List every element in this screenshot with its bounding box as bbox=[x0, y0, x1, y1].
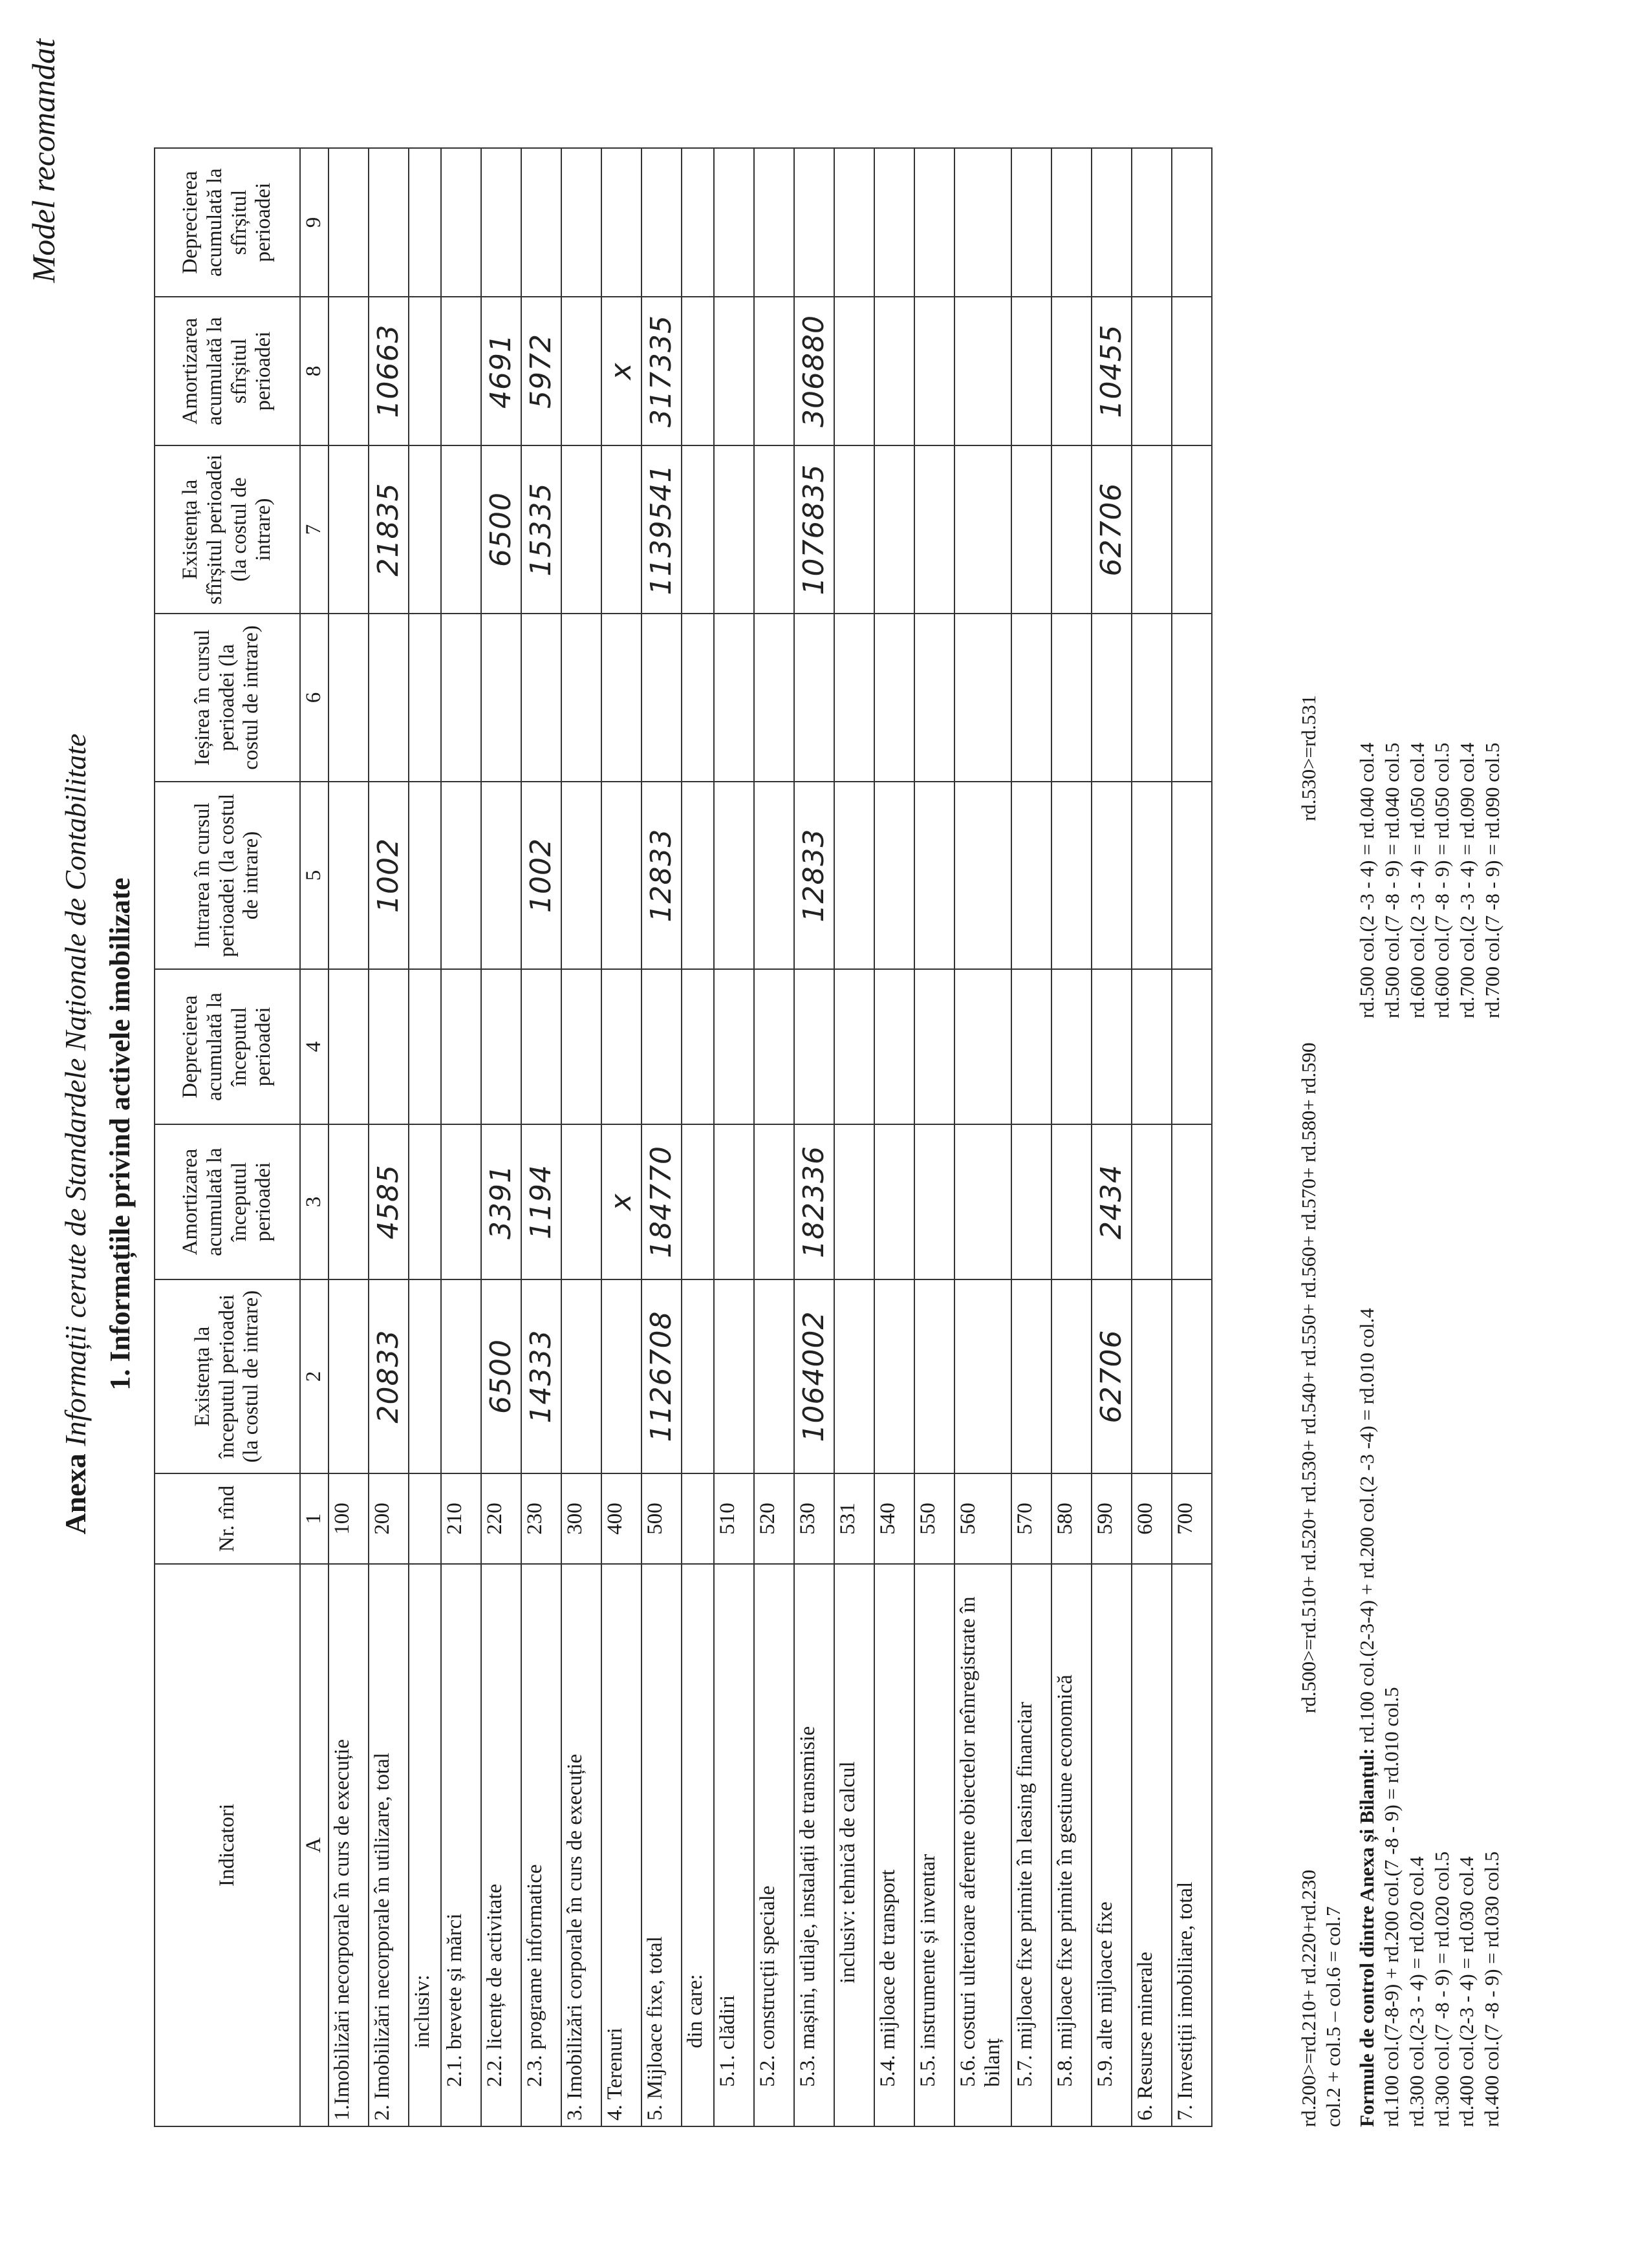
value-cell-c5 bbox=[914, 782, 954, 969]
value-cell-c4 bbox=[1092, 969, 1132, 1124]
value-cell-c3 bbox=[329, 1124, 369, 1279]
value-cell-c7 bbox=[561, 445, 601, 614]
header-row bbox=[155, 148, 300, 2126]
row-number: 560 bbox=[954, 1473, 1011, 1564]
row-number: 200 bbox=[369, 1473, 409, 1564]
value-cell-c5 bbox=[682, 782, 714, 969]
col-header-6: Ieșirea în cursul perioadei (la costul de intrare) bbox=[155, 614, 300, 782]
value-cell-c5 bbox=[561, 782, 601, 969]
value-cell-c3: 182336 bbox=[794, 1124, 834, 1279]
value-cell-c3: 1194 bbox=[521, 1124, 561, 1279]
value-cell-c6 bbox=[601, 614, 641, 782]
value-cell-c3 bbox=[834, 1124, 874, 1279]
value-cell-c7: 6500 bbox=[481, 445, 521, 614]
col-code-5: 5 bbox=[300, 782, 329, 969]
row-number bbox=[682, 1473, 714, 1564]
value-cell-c3: 4585 bbox=[369, 1124, 409, 1279]
value-cell-c9 bbox=[561, 148, 601, 297]
formulas-left bbox=[1379, 1687, 1505, 2127]
value-cell-c8 bbox=[914, 297, 954, 445]
value-cell-c8 bbox=[1172, 297, 1212, 445]
row-label: 3. Imobilizări corporale în curs de execuție bbox=[561, 1564, 601, 2126]
value-cell-c5 bbox=[1011, 782, 1051, 969]
value-cell-c4 bbox=[834, 969, 874, 1124]
value-cell-c5 bbox=[834, 782, 874, 969]
value-cell-c4 bbox=[754, 969, 794, 1124]
table-row bbox=[794, 148, 834, 2126]
value-cell-c6 bbox=[794, 614, 834, 782]
value-cell-c2 bbox=[1011, 1279, 1051, 1473]
table-row bbox=[601, 148, 641, 2126]
value-cell-c8 bbox=[1011, 297, 1051, 445]
formula-line: rd.600 col.(7 -8 - 9) = rd.050 col.5 bbox=[1430, 742, 1454, 1018]
row-label: 5.6. costuri ulterioare aferente obiectelor neînregistrate în bilanț bbox=[954, 1564, 1011, 2126]
value-cell-c2 bbox=[714, 1279, 754, 1473]
value-cell-c9 bbox=[369, 148, 409, 297]
row-number: 580 bbox=[1051, 1473, 1092, 1564]
row-label: 5.2. construcții speciale bbox=[754, 1564, 794, 2126]
annex-title bbox=[58, 0, 92, 2268]
value-cell-c6 bbox=[409, 614, 441, 782]
value-cell-c2 bbox=[601, 1279, 641, 1473]
value-cell-c3 bbox=[1051, 1124, 1092, 1279]
table-row bbox=[1051, 148, 1092, 2126]
value-cell-c4 bbox=[1172, 969, 1212, 1124]
table-row bbox=[561, 148, 601, 2126]
formulas-right bbox=[1355, 743, 1505, 1018]
value-cell-c3 bbox=[1011, 1124, 1051, 1279]
section-title: 1. Informațiile privind activele imobilizate bbox=[104, 877, 136, 1391]
value-cell-c6 bbox=[682, 614, 714, 782]
row-number: 700 bbox=[1172, 1473, 1212, 1564]
row-label: 5.9. alte mijloace fixe bbox=[1092, 1564, 1132, 2126]
value-cell-c9 bbox=[481, 148, 521, 297]
row-label: 6. Resurse minerale bbox=[1132, 1564, 1172, 2126]
row-number: 531 bbox=[834, 1473, 874, 1564]
value-cell-c2 bbox=[874, 1279, 914, 1473]
value-cell-c2 bbox=[954, 1279, 1011, 1473]
value-cell-c8 bbox=[754, 297, 794, 445]
row-number: 500 bbox=[641, 1473, 682, 1564]
value-cell-c5: 12833 bbox=[641, 782, 682, 969]
value-cell-c2 bbox=[329, 1279, 369, 1473]
row-label: 4. Terenuri bbox=[601, 1564, 641, 2126]
formula-line: rd.700 col.(2 -3 - 4) = rd.090 col.4 bbox=[1456, 742, 1478, 1018]
value-cell-c8 bbox=[714, 297, 754, 445]
value-cell-c8 bbox=[1132, 297, 1172, 445]
value-cell-c7: 15335 bbox=[521, 445, 561, 614]
table-row bbox=[1172, 148, 1212, 2126]
value-cell-c5 bbox=[1092, 782, 1132, 969]
value-cell-c7 bbox=[754, 445, 794, 614]
value-cell-c9 bbox=[329, 148, 369, 297]
value-cell-c8: 10455 bbox=[1092, 297, 1132, 445]
value-cell-c2: 62706 bbox=[1092, 1279, 1132, 1473]
value-cell-c3: 3391 bbox=[481, 1124, 521, 1279]
value-cell-c5 bbox=[754, 782, 794, 969]
col-code-8: 8 bbox=[300, 297, 329, 445]
value-cell-c9 bbox=[794, 148, 834, 297]
value-cell-c2 bbox=[409, 1279, 441, 1473]
value-cell-c7: 1076835 bbox=[794, 445, 834, 614]
value-cell-c3 bbox=[754, 1124, 794, 1279]
value-cell-c7 bbox=[409, 445, 441, 614]
value-cell-c4 bbox=[561, 969, 601, 1124]
value-cell-c3 bbox=[874, 1124, 914, 1279]
value-cell-c4 bbox=[794, 969, 834, 1124]
value-cell-c5 bbox=[1051, 782, 1092, 969]
value-cell-c9 bbox=[1092, 148, 1132, 297]
value-cell-c2 bbox=[1172, 1279, 1212, 1473]
value-cell-c7 bbox=[914, 445, 954, 614]
control-formulas bbox=[1297, 123, 1535, 2127]
table-row bbox=[369, 148, 409, 2126]
col-code-4: 4 bbox=[300, 969, 329, 1124]
value-cell-c8 bbox=[561, 297, 601, 445]
value-cell-c2 bbox=[1051, 1279, 1092, 1473]
row-number: 300 bbox=[561, 1473, 601, 1564]
col-code-9: 9 bbox=[300, 148, 329, 297]
row-label: 1.Imobilizări necorporale în curs de execuție bbox=[329, 1564, 369, 2126]
value-cell-c8 bbox=[441, 297, 481, 445]
value-cell-c5 bbox=[601, 782, 641, 969]
value-cell-c8: 4691 bbox=[481, 297, 521, 445]
value-cell-c8: 317335 bbox=[641, 297, 682, 445]
value-cell-c3 bbox=[714, 1124, 754, 1279]
row-number: 600 bbox=[1132, 1473, 1172, 1564]
value-cell-c6 bbox=[481, 614, 521, 782]
value-cell-c3 bbox=[1132, 1124, 1172, 1279]
row-label: inclusiv: tehnică de calcul bbox=[834, 1564, 874, 2126]
value-cell-c3: 2434 bbox=[1092, 1124, 1132, 1279]
formula-line: rd.300 col.(7 -8 - 9) = rd.020 col.5 bbox=[1430, 1851, 1453, 2127]
value-cell-c3: 184770 bbox=[641, 1124, 682, 1279]
value-cell-c4 bbox=[601, 969, 641, 1124]
value-cell-c4 bbox=[1051, 969, 1092, 1124]
value-cell-c8: 5972 bbox=[521, 297, 561, 445]
row-label: 5.1. clădiri bbox=[714, 1564, 754, 2126]
value-cell-c4 bbox=[521, 969, 561, 1124]
value-cell-c4 bbox=[914, 969, 954, 1124]
value-cell-c7 bbox=[954, 445, 1011, 614]
value-cell-c4 bbox=[1132, 969, 1172, 1124]
col-header-2: Existența la începutul perioadei (la costul de intrare) bbox=[155, 1279, 300, 1473]
value-cell-c2: 20833 bbox=[369, 1279, 409, 1473]
value-cell-c6 bbox=[1172, 614, 1212, 782]
value-cell-c2 bbox=[682, 1279, 714, 1473]
table-row bbox=[641, 148, 682, 2126]
value-cell-c3 bbox=[1172, 1124, 1212, 1279]
table-row bbox=[714, 148, 754, 2126]
formula-530: rd.530>=rd.531 bbox=[1297, 694, 1320, 821]
annex-subtitle: Informații cerute de Standardele Naționale de Contabilitate bbox=[59, 733, 92, 1446]
value-cell-c5 bbox=[1172, 782, 1212, 969]
value-cell-c6 bbox=[1132, 614, 1172, 782]
formula-line: rd.500 col.(2 -3 - 4) = rd.040 col.4 bbox=[1355, 742, 1378, 1018]
row-number: 540 bbox=[874, 1473, 914, 1564]
value-cell-c8 bbox=[834, 297, 874, 445]
row-number: 520 bbox=[754, 1473, 794, 1564]
formula-line: rd.100 col.(7-8-9) + rd.200 col.(7 -8 - 9) = rd.010 col.5 bbox=[1380, 1687, 1403, 2127]
table-row bbox=[914, 148, 954, 2126]
value-cell-c7 bbox=[1011, 445, 1051, 614]
formula-line: rd.400 col.(7 -8 - 9) = rd.030 col.5 bbox=[1480, 1851, 1503, 2127]
value-cell-c9 bbox=[601, 148, 641, 297]
table-row bbox=[481, 148, 521, 2126]
table-row bbox=[1011, 148, 1051, 2126]
value-cell-c7 bbox=[714, 445, 754, 614]
value-cell-c4 bbox=[329, 969, 369, 1124]
value-cell-c6 bbox=[874, 614, 914, 782]
formula-200: rd.200>=rd.210+ rd.220+rd.230 bbox=[1297, 1870, 1320, 2127]
value-cell-c6 bbox=[914, 614, 954, 782]
value-cell-c4 bbox=[714, 969, 754, 1124]
value-cell-c5 bbox=[874, 782, 914, 969]
col-header-4: Deprecierea acumulată la începutul perioadei bbox=[155, 969, 300, 1124]
value-cell-c3 bbox=[954, 1124, 1011, 1279]
row-label: 5.7. mijloace fixe primite în leasing financiar bbox=[1011, 1564, 1051, 2126]
value-cell-c3: x bbox=[601, 1124, 641, 1279]
value-cell-c8: x bbox=[601, 297, 641, 445]
col-code-a: A bbox=[300, 1564, 329, 2126]
value-cell-c7: 21835 bbox=[369, 445, 409, 614]
col-code-7: 7 bbox=[300, 445, 329, 614]
table-row bbox=[409, 148, 441, 2126]
value-cell-c6 bbox=[441, 614, 481, 782]
value-cell-c4 bbox=[409, 969, 441, 1124]
table-row bbox=[1132, 148, 1172, 2126]
value-cell-c4 bbox=[441, 969, 481, 1124]
value-cell-c2 bbox=[754, 1279, 794, 1473]
table-row bbox=[521, 148, 561, 2126]
value-cell-c7 bbox=[1051, 445, 1092, 614]
value-cell-c8 bbox=[409, 297, 441, 445]
row-number: 220 bbox=[481, 1473, 521, 1564]
row-label: 5.3. mașini, utilaje, instalații de transmisie bbox=[794, 1564, 834, 2126]
value-cell-c9 bbox=[714, 148, 754, 297]
value-cell-c5 bbox=[1132, 782, 1172, 969]
value-cell-c7: 1139541 bbox=[641, 445, 682, 614]
value-cell-c2: 1064002 bbox=[794, 1279, 834, 1473]
value-cell-c4 bbox=[954, 969, 1011, 1124]
table-row bbox=[754, 148, 794, 2126]
value-cell-c5 bbox=[409, 782, 441, 969]
value-cell-c3 bbox=[682, 1124, 714, 1279]
value-cell-c9 bbox=[441, 148, 481, 297]
value-cell-c6 bbox=[1092, 614, 1132, 782]
value-cell-c5 bbox=[329, 782, 369, 969]
control-title: Formule de control dintre Anexa și Bilanțul: bbox=[1355, 1748, 1378, 2127]
value-cell-c5 bbox=[714, 782, 754, 969]
value-cell-c2 bbox=[834, 1279, 874, 1473]
value-cell-c9 bbox=[641, 148, 682, 297]
formula-line: rd.700 col.(7 -8 - 9) = rd.090 col.5 bbox=[1480, 742, 1503, 1018]
col-header-nr: Nr. rînd bbox=[155, 1473, 300, 1564]
value-cell-c7: 62706 bbox=[1092, 445, 1132, 614]
value-cell-c8 bbox=[682, 297, 714, 445]
row-label: 5.5. instrumente și inventar bbox=[914, 1564, 954, 2126]
table-row bbox=[682, 148, 714, 2126]
value-cell-c3 bbox=[914, 1124, 954, 1279]
value-cell-c7 bbox=[441, 445, 481, 614]
row-number: 230 bbox=[521, 1473, 561, 1564]
value-cell-c6 bbox=[754, 614, 794, 782]
value-cell-c8 bbox=[954, 297, 1011, 445]
col-code-6: 6 bbox=[300, 614, 329, 782]
row-label: 2.2. licențe de activitate bbox=[481, 1564, 521, 2126]
row-number bbox=[409, 1473, 441, 1564]
col-header-indicatori: Indicatori bbox=[155, 1564, 300, 2126]
value-cell-c8: 10663 bbox=[369, 297, 409, 445]
value-cell-c6 bbox=[954, 614, 1011, 782]
value-cell-c3 bbox=[561, 1124, 601, 1279]
value-cell-c9 bbox=[1051, 148, 1092, 297]
row-number: 590 bbox=[1092, 1473, 1132, 1564]
col-code-3: 3 bbox=[300, 1124, 329, 1279]
value-cell-c2: 1126708 bbox=[641, 1279, 682, 1473]
value-cell-c6 bbox=[521, 614, 561, 782]
model-note: Model recomandat bbox=[25, 39, 61, 283]
row-label: inclusiv: bbox=[409, 1564, 441, 2126]
row-number: 570 bbox=[1011, 1473, 1051, 1564]
value-cell-c9 bbox=[1011, 148, 1051, 297]
value-cell-c3 bbox=[441, 1124, 481, 1279]
annex-label: Anexa bbox=[59, 1453, 92, 1535]
value-cell-c5 bbox=[954, 782, 1011, 969]
col-header-7: Existența la sfîrșitul perioadei (la costul de intrare) bbox=[155, 445, 300, 614]
value-cell-c7 bbox=[1172, 445, 1212, 614]
col-header-8: Amortizarea acumulată la sfîrșitul perioadei bbox=[155, 297, 300, 445]
value-cell-c4 bbox=[1011, 969, 1051, 1124]
value-cell-c9 bbox=[682, 148, 714, 297]
formula-line: rd.300 col.(2-3 - 4) = rd.020 col.4 bbox=[1405, 1856, 1428, 2127]
row-label: 5.4. mijloace de transport bbox=[874, 1564, 914, 2126]
value-cell-c9 bbox=[914, 148, 954, 297]
formula-line: rd.400 col.(2-3 - 4) = rd.030 col.4 bbox=[1455, 1856, 1478, 2127]
value-cell-c9 bbox=[1172, 148, 1212, 297]
row-label: 5. Mijloace fixe, total bbox=[641, 1564, 682, 2126]
row-number: 400 bbox=[601, 1473, 641, 1564]
value-cell-c6 bbox=[1051, 614, 1092, 782]
col-header-9: Deprecierea acumulată la sfîrșitul perioadei bbox=[155, 148, 300, 297]
value-cell-c7 bbox=[874, 445, 914, 614]
value-cell-c2 bbox=[914, 1279, 954, 1473]
row-number: 530 bbox=[794, 1473, 834, 1564]
value-cell-c9 bbox=[521, 148, 561, 297]
value-cell-c4 bbox=[874, 969, 914, 1124]
value-cell-c5: 1002 bbox=[369, 782, 409, 969]
col-code-2: 2 bbox=[300, 1279, 329, 1473]
row-number: 210 bbox=[441, 1473, 481, 1564]
row-number: 550 bbox=[914, 1473, 954, 1564]
row-label: 2. Imobilizări necorporale în utilizare, total bbox=[369, 1564, 409, 2126]
col-header-5: Intrarea în cursul perioadei (la costul de intrare) bbox=[155, 782, 300, 969]
value-cell-c9 bbox=[954, 148, 1011, 297]
value-cell-c7 bbox=[682, 445, 714, 614]
value-cell-c4 bbox=[369, 969, 409, 1124]
formula-col: col.2 + col.5 – col.6 = col.7 bbox=[1322, 1906, 1344, 2127]
value-cell-c3 bbox=[409, 1124, 441, 1279]
value-cell-c7 bbox=[329, 445, 369, 614]
value-cell-c9 bbox=[1132, 148, 1172, 297]
control-first: rd.100 col.(2-3-4) + rd.200 col.(2 -3 -4) = rd.010 col.4 bbox=[1355, 1308, 1378, 1744]
table-row bbox=[954, 148, 1011, 2126]
table-row bbox=[874, 148, 914, 2126]
table-row bbox=[441, 148, 481, 2126]
code-row bbox=[300, 148, 329, 2126]
value-cell-c6 bbox=[641, 614, 682, 782]
fixed-assets-table bbox=[154, 147, 1212, 2127]
value-cell-c5: 12833 bbox=[794, 782, 834, 969]
table-row bbox=[1092, 148, 1132, 2126]
table-row bbox=[329, 148, 369, 2126]
col-header-3: Amortizarea acumulată la începutul perioadei bbox=[155, 1124, 300, 1279]
row-number: 510 bbox=[714, 1473, 754, 1564]
value-cell-c6 bbox=[329, 614, 369, 782]
value-cell-c7 bbox=[601, 445, 641, 614]
value-cell-c9 bbox=[874, 148, 914, 297]
value-cell-c8 bbox=[329, 297, 369, 445]
value-cell-c9 bbox=[834, 148, 874, 297]
value-cell-c7 bbox=[834, 445, 874, 614]
row-label: 5.8. mijloace fixe primite în gestiune economică bbox=[1051, 1564, 1092, 2126]
row-label: 2.1. brevete și mărci bbox=[441, 1564, 481, 2126]
row-number: 100 bbox=[329, 1473, 369, 1564]
row-label: 2.3. programe informatice bbox=[521, 1564, 561, 2126]
value-cell-c6 bbox=[369, 614, 409, 782]
value-cell-c8: 306880 bbox=[794, 297, 834, 445]
value-cell-c7 bbox=[1132, 445, 1172, 614]
formula-500: rd.500>=rd.510+ rd.520+ rd.530+ rd.540+ rd.550+ rd.560+ rd.570+ rd.580+ rd.590 bbox=[1297, 1042, 1320, 1713]
value-cell-c9 bbox=[754, 148, 794, 297]
value-cell-c6 bbox=[834, 614, 874, 782]
value-cell-c5 bbox=[441, 782, 481, 969]
value-cell-c9 bbox=[409, 148, 441, 297]
value-cell-c2 bbox=[1132, 1279, 1172, 1473]
formula-line: rd.600 col.(2 -3 - 4) = rd.050 col.4 bbox=[1405, 742, 1428, 1018]
row-label: 7. Investiții imobiliare, total bbox=[1172, 1564, 1212, 2126]
table-row bbox=[834, 148, 874, 2126]
col-code-1: 1 bbox=[300, 1473, 329, 1564]
value-cell-c8 bbox=[1051, 297, 1092, 445]
value-cell-c6 bbox=[561, 614, 601, 782]
value-cell-c2 bbox=[441, 1279, 481, 1473]
value-cell-c5: 1002 bbox=[521, 782, 561, 969]
value-cell-c4 bbox=[641, 969, 682, 1124]
value-cell-c6 bbox=[1011, 614, 1051, 782]
value-cell-c8 bbox=[874, 297, 914, 445]
value-cell-c5 bbox=[481, 782, 521, 969]
value-cell-c2: 14333 bbox=[521, 1279, 561, 1473]
value-cell-c6 bbox=[714, 614, 754, 782]
value-cell-c4 bbox=[481, 969, 521, 1124]
value-cell-c2 bbox=[561, 1279, 601, 1473]
formula-line: rd.500 col.(7 -8 - 9) = rd.040 col.5 bbox=[1380, 742, 1403, 1018]
value-cell-c4 bbox=[682, 969, 714, 1124]
value-cell-c2: 6500 bbox=[481, 1279, 521, 1473]
row-label: din care: bbox=[682, 1564, 714, 2126]
